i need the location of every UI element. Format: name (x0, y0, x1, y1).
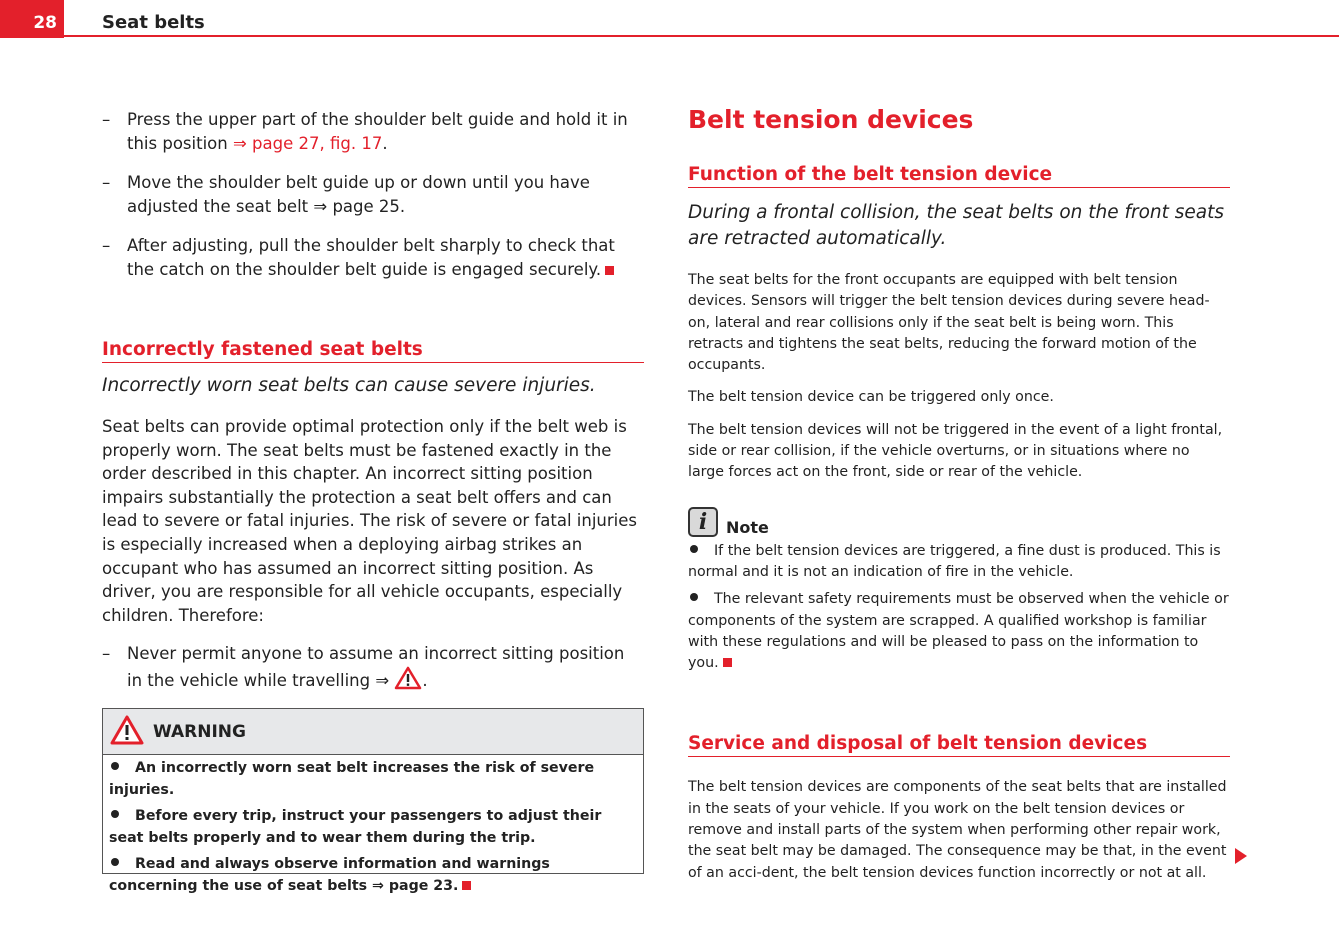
bullet-icon (690, 545, 698, 553)
section-title: Incorrectly fastened seat belts (102, 339, 644, 363)
end-marker-icon (723, 658, 732, 667)
header-rule (64, 35, 1339, 37)
warning-triangle-icon (109, 714, 145, 750)
warning-item: An incorrectly worn seat belt increases the risk of severe injuries. (109, 760, 595, 798)
note-item: The relevant safety requirements must be observed when the vehicle or components of the system are scrapped. A qualified workshop is familiar with these regulations and will be pleased to pass on the information to you. (688, 591, 1229, 672)
page-link[interactable]: ⇒ page 27, fig. 17 (232, 134, 383, 153)
section-title: Function of the belt tension device (688, 164, 1230, 188)
warning-header (103, 709, 643, 755)
step-item: – Press the upper part of the shoulder belt guide and hold it in this position ⇒ page 27, fig. 17. (102, 110, 628, 153)
note-title: Note (726, 517, 769, 537)
bullet-icon (111, 810, 119, 818)
end-marker-icon (462, 881, 471, 890)
right-column (688, 105, 1230, 895)
body-text: Seat belts can provide optimal protection only if the belt web is properly worn. The seat belts must be fastened exactly in the order described in this chapter. An incorrect sitting position impairs substantially the protection a seat belt offers and can lead to severe or fatal injuries. The risk of severe or fatal injuries is especially increased when a deploying airbag strikes an occupant who has assumed an incorrect sitting position. As driver, you are responsible for all vehicle occupants, especially children. Therefore: (102, 417, 637, 625)
paragraph: The belt tension devices will not be triggered in the event of a light frontal, side or rear collision, if the vehicle overturns, or in situations where no large forces act on the front, side or rear of the vehicle. (688, 421, 1223, 481)
paragraph: The belt tension devices are components of the seat belts that are installed in the seats of your vehicle. If you work on the belt tension devices or remove and install parts of the system when performing other repair work, the seat belt may be damaged. The consequence may be that, in the event of an acci-dent, the belt tension devices function incorrectly or not at all. (688, 779, 1227, 881)
step-item: – After adjusting, pull the shoulder belt sharply to check that the catch on the shoulder belt guide is engaged securely. (102, 236, 615, 279)
bullet-icon (690, 593, 698, 601)
step-item: – Move the shoulder belt guide up or down until you have adjusted the seat belt ⇒ page 25. (102, 173, 590, 216)
paragraph: The belt tension device can be triggered only once. (688, 389, 1054, 406)
paragraph: The seat belts for the front occupants are equipped with belt tension devices. Sensors will trigger the belt tension devices during severe head-on, lateral and rear collisions only if the seat belt is being worn. This retracts and tightens the seat belts, reducing the forward motion of the occupants. (688, 272, 1210, 374)
page-number: 28 (0, 0, 64, 38)
warning-title: WARNING (153, 721, 246, 742)
left-column (102, 108, 644, 712)
note-header (688, 507, 1230, 537)
warning-triangle-icon[interactable] (394, 666, 422, 697)
bullet-icon (111, 858, 119, 866)
info-icon: i (688, 507, 718, 537)
warning-body (103, 755, 643, 897)
next-page-arrow-icon[interactable] (1235, 848, 1247, 864)
warning-item: Before every trip, instruct your passengers to adjust their seat belts properly and to wear them during the trip. (109, 808, 602, 846)
warning-item: Read and always observe information and warnings concerning the use of seat belts ⇒ page 23. (109, 856, 550, 894)
note-item: If the belt tension devices are triggered, a fine dust is produced. This is normal and it is not an indication of fire in the vehicle. (688, 542, 1221, 580)
chapter-title: Seat belts (102, 12, 205, 33)
bullet-icon (111, 762, 119, 770)
main-heading: Belt tension devices (688, 105, 974, 134)
warning-box (102, 708, 644, 894)
lead-text: During a frontal collision, the seat belts on the front seats are retracted automatically. (688, 202, 1225, 249)
lead-text: Incorrectly worn seat belts can cause severe injuries. (102, 375, 596, 396)
end-marker-icon (605, 266, 614, 275)
section-title: Service and disposal of belt tension devices (688, 733, 1230, 757)
step-item: – Never permit anyone to assume an incorrect sitting position in the vehicle while travelling ⇒ . (102, 642, 644, 697)
